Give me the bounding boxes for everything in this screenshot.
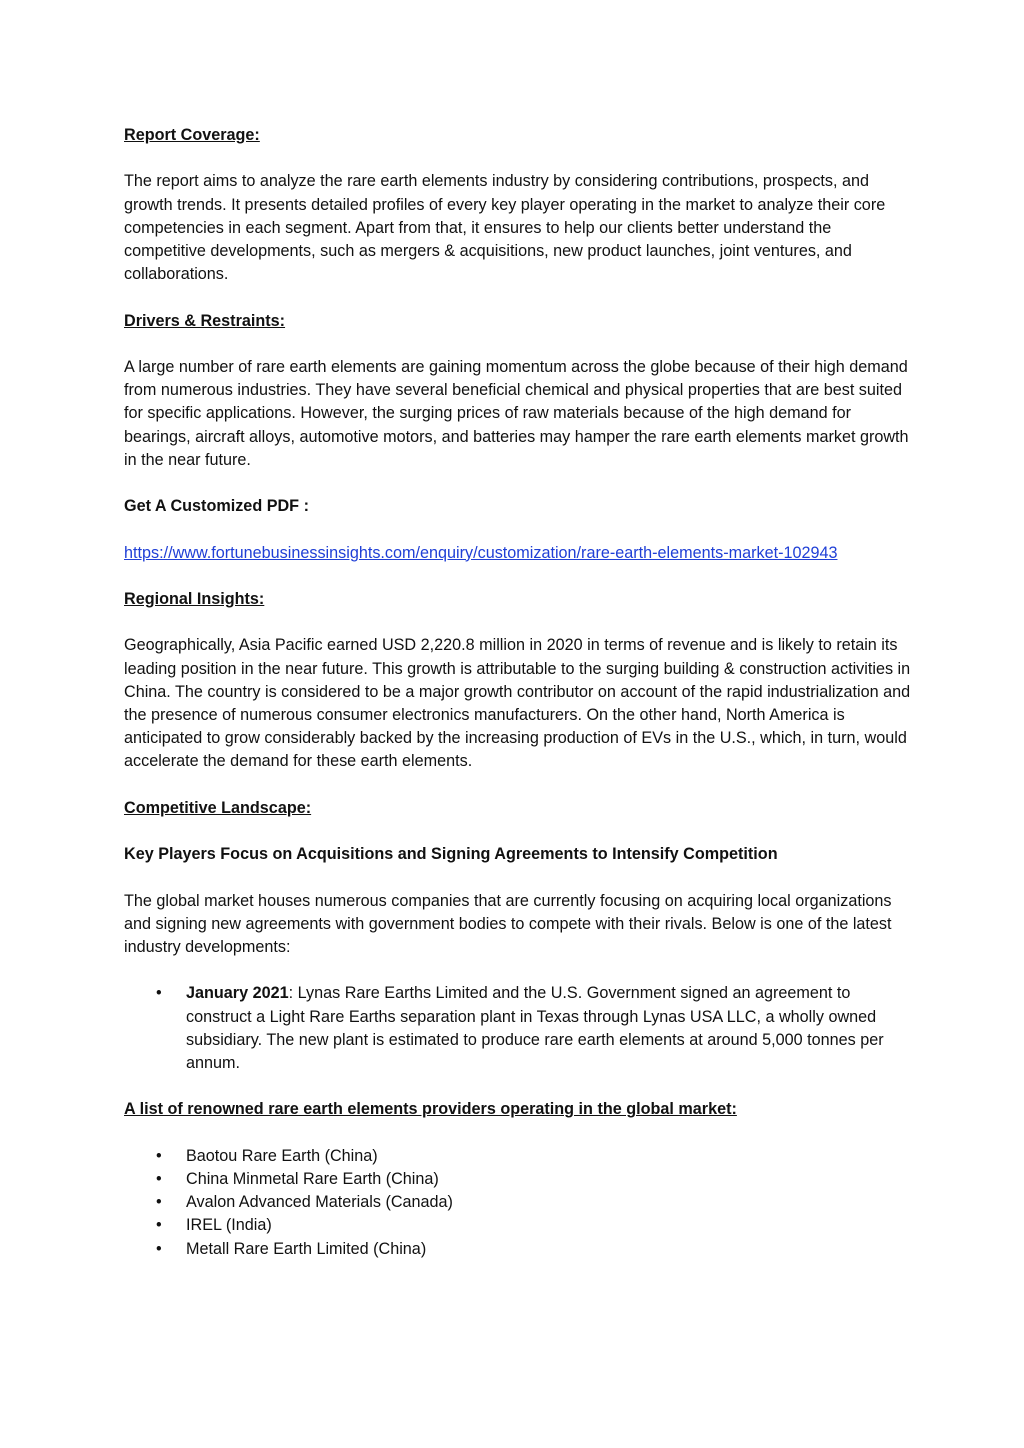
drivers-restraints-text: A large number of rare earth elements are gaining momentum across the globe because of their high demand from numerous industries. They have several beneficial chemical and physical properties that are best suited for specific applications. However, the surging prices of raw materials because of the high demand for bearings, aircraft alloys, automotive motors, and batteries may hamper the rare earth elements market growth in the near future. [124,357,909,469]
bullet-icon: • [156,1216,162,1235]
customized-pdf-link[interactable]: https://www.fortunebusinessinsights.com/enquiry/customization/rare-earth-elements-market-102943 [124,543,838,562]
bullet-icon: • [156,1146,162,1165]
bullet-icon: • [156,984,162,1003]
bullet-icon: • [156,1169,162,1188]
customized-pdf-heading: Get A Customized PDF : [124,497,309,516]
list-item [124,1214,914,1237]
regional-insights-heading: Regional Insights: [124,589,265,608]
regional-insights-text: Geographically, Asia Pacific earned USD 2,220.8 million in 2020 in terms of revenue and is likely to retain its leading position in the near future. This growth is attributable to the surging building & construction activities in China. The country is considered to be a major growth contributor on account of the rapid industrialization and the presence of numerous consumer electronics manufacturers. On the other hand, North America is anticipated to grow considerably backed by the increasing production of EVs in the U.S., which, in turn, would accelerate the demand for these earth elements. [124,636,911,771]
development-date: January 2021 [186,984,289,1003]
provider-name: China Minmetal Rare Earth (China) [186,1169,439,1188]
developments-list [124,982,914,1075]
bullet-icon: • [156,1193,162,1212]
list-item [124,1238,914,1261]
providers-list [124,1145,914,1261]
document-page [124,124,914,1261]
provider-name: Baotou Rare Earth (China) [186,1146,378,1165]
providers-heading: A list of renowned rare earth elements providers operating in the global market: [124,1100,737,1119]
report-coverage-heading: Report Coverage: [124,126,260,144]
competitive-text: The global market houses numerous companies that are currently focusing on acquiring local organizations and signing new agreements with government bodies to compete with their rivals. Below is one of the latest industry developments: [124,891,892,956]
list-item [124,1145,914,1168]
provider-name: Avalon Advanced Materials (Canada) [186,1193,453,1212]
development-text: : Lynas Rare Earths Limited and the U.S. Government signed an agreement to construct a Light Rare Earths separation plant in Texas through Lynas USA LLC, a wholly owned subsidiary. The new plant is estimated to produce rare earth elements at around 5,000 tonnes per annum. [186,984,884,1072]
list-item [124,982,914,1075]
provider-name: Metall Rare Earth Limited (China) [186,1239,427,1258]
drivers-restraints-heading: Drivers & Restraints: [124,311,286,330]
report-coverage-text: The report aims to analyze the rare earth elements industry by considering contributions, prospects, and growth trends. It presents detailed profiles of every key player operating in the market to analyze their core competencies in each segment. Apart from that, it ensures to help our clients better understand the competitive developments, such as mergers & acquisitions, new product launches, joint ventures, and collaborations. [124,172,886,284]
competitive-subheading: Key Players Focus on Acquisitions and Signing Agreements to Intensify Competition [124,845,778,864]
bullet-icon: • [156,1239,162,1258]
list-item [124,1191,914,1214]
provider-name: IREL (India) [186,1216,272,1235]
competitive-landscape-heading: Competitive Landscape: [124,798,312,817]
list-item [124,1168,914,1191]
